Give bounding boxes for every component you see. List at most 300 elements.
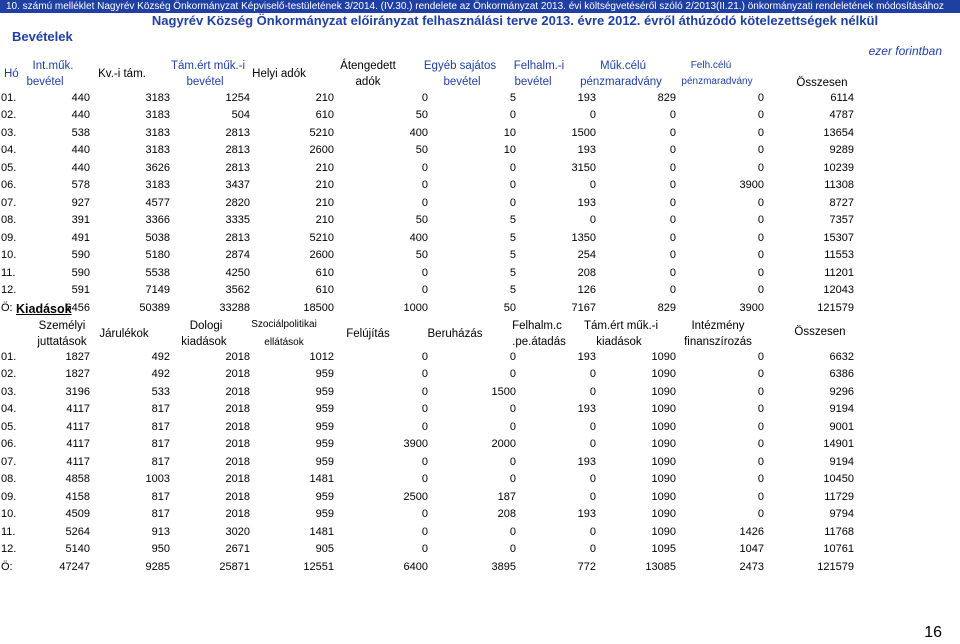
kia-value-cell: 2500	[403, 490, 428, 503]
bev-value-cell: 11553	[824, 249, 854, 262]
bev-value-cell: 210	[315, 91, 334, 104]
bev-value-cell: 50	[415, 109, 428, 122]
bev-value-cell: 5	[509, 284, 516, 297]
table-row	[0, 558, 856, 576]
kia-value-cell: 1426	[739, 525, 764, 538]
bev-month-cell: Ö:	[1, 301, 13, 314]
kia-value-cell: 0	[509, 543, 516, 556]
bev-value-cell: 0	[421, 179, 428, 192]
kia-value-cell: 1481	[309, 473, 334, 486]
kia-value-cell: 4858	[65, 473, 90, 486]
kia-value-cell: 1090	[651, 508, 676, 521]
kia-value-cell: 1047	[739, 543, 764, 556]
bev-header-int-muk: Int.műk.	[32, 60, 74, 72]
kia-value-cell: 2018	[225, 420, 250, 433]
kia-value-cell: 0	[589, 385, 596, 398]
bev-value-cell: 0	[421, 266, 428, 279]
kia-month-cell: 01.	[1, 350, 17, 363]
kia-value-cell: 3196	[65, 385, 90, 398]
bev-value-cell: 210	[315, 214, 334, 227]
kia-value-cell: 3020	[225, 525, 250, 538]
bev-value-cell: 9289	[829, 144, 854, 157]
kia-value-cell: 0	[509, 368, 516, 381]
kia-header-szoc-2: ellátások	[264, 337, 304, 348]
kia-header-felhalm: Felhalm.c	[512, 320, 562, 332]
bev-value-cell: 0	[421, 196, 428, 209]
bev-value-cell: 0	[669, 144, 676, 157]
kia-value-cell: 0	[509, 403, 516, 416]
kia-value-cell: 6632	[829, 350, 854, 363]
bev-value-cell: 5	[509, 231, 516, 244]
kia-header-jarulekok: Járulékok	[99, 328, 149, 340]
kia-value-cell: 10761	[823, 543, 854, 556]
bev-header-atengedett: Átengedett	[340, 60, 396, 72]
bev-value-cell: 491	[71, 231, 90, 244]
bev-value-cell: 5038	[145, 231, 170, 244]
bev-value-cell: 8727	[829, 196, 854, 209]
document-title: Nagyrév Község Önkormányzat előirányzat felhasználási terve 2013. évre 2012. évről áthúzódó kötelezettségek nélkül	[151, 13, 879, 28]
table-row	[0, 436, 856, 454]
bev-value-cell: 391	[71, 214, 90, 227]
bev-header-kv-tam: Kv.-i tám.	[98, 68, 146, 80]
bev-value-cell: 0	[757, 144, 764, 157]
bev-header-felhalm-2: bevétel	[514, 76, 552, 88]
bev-value-cell: 0	[669, 179, 676, 192]
bev-value-cell: 3183	[145, 144, 170, 157]
table-row	[0, 177, 856, 195]
bev-value-cell: 126	[577, 284, 596, 297]
table-row	[0, 264, 856, 282]
kia-month-cell: 06.	[1, 438, 17, 451]
bev-value-cell: 4250	[225, 266, 250, 279]
bev-month-cell: 08.	[1, 214, 17, 227]
bev-value-cell: 0	[421, 91, 428, 104]
kia-value-cell: 4158	[65, 490, 90, 503]
bev-value-cell: 208	[577, 266, 596, 279]
bev-value-cell: 3437	[225, 179, 250, 192]
kia-value-cell: 12551	[303, 560, 334, 573]
bev-value-cell: 6114	[830, 91, 854, 104]
bev-value-cell: 1350	[571, 231, 596, 244]
kia-value-cell: 0	[509, 420, 516, 433]
kia-value-cell: 0	[757, 368, 764, 381]
table-row	[0, 366, 856, 384]
table-row	[0, 383, 856, 401]
bev-value-cell: 0	[669, 126, 676, 139]
kia-value-cell: 3900	[403, 438, 428, 451]
bev-value-cell: 7149	[145, 284, 170, 297]
bev-value-cell: 440	[71, 161, 90, 174]
kia-value-cell: 1090	[651, 420, 676, 433]
kia-value-cell: 0	[757, 455, 764, 468]
bev-value-cell: 50	[415, 144, 428, 157]
kia-value-cell: 959	[315, 438, 334, 451]
kia-header-szemelyi-2: juttatások	[37, 336, 87, 348]
kia-value-cell: 4117	[66, 420, 90, 433]
bev-value-cell: 11308	[824, 179, 854, 192]
bev-value-cell: 440	[71, 109, 90, 122]
bev-header-tam-ert-2: bevétel	[186, 76, 224, 88]
kia-value-cell: 0	[589, 420, 596, 433]
kia-value-cell: 1090	[651, 385, 676, 398]
kiadasok-section-title: Kiadások	[16, 302, 72, 316]
bev-value-cell: 210	[315, 179, 334, 192]
bev-value-cell: 0	[589, 109, 596, 122]
bev-value-cell: 578	[71, 179, 90, 192]
bev-header-felhalm: Felhalm.-i	[513, 60, 565, 72]
bev-value-cell: 18500	[303, 301, 334, 314]
kia-value-cell: 0	[509, 455, 516, 468]
kia-month-cell: 08.	[1, 473, 17, 486]
unit-label: ezer forintban	[868, 44, 942, 58]
kia-value-cell: 4117	[66, 438, 90, 451]
kia-value-cell: 817	[151, 508, 170, 521]
bev-value-cell: 10	[503, 126, 516, 139]
bev-value-cell: 193	[577, 91, 596, 104]
bev-value-cell: 0	[589, 214, 596, 227]
kia-value-cell: 193	[577, 455, 596, 468]
kia-value-cell: 0	[757, 350, 764, 363]
kia-value-cell: 1090	[651, 455, 676, 468]
kia-value-cell: 0	[757, 508, 764, 521]
bev-value-cell: 1500	[571, 126, 596, 139]
bev-value-cell: 15307	[823, 231, 854, 244]
bev-value-cell: 440	[71, 91, 90, 104]
kia-value-cell: 1012	[309, 350, 334, 363]
kia-month-cell: Ö:	[1, 560, 13, 573]
kia-value-cell: 0	[589, 525, 596, 538]
bev-value-cell: 400	[409, 231, 428, 244]
bev-value-cell: 0	[589, 179, 596, 192]
table-row	[0, 401, 856, 419]
kia-value-cell: 1090	[651, 525, 676, 538]
bev-value-cell: 0	[757, 91, 764, 104]
bev-value-cell: 0	[421, 284, 428, 297]
bev-value-cell: 254	[577, 249, 596, 262]
kia-value-cell: 2671	[225, 543, 250, 556]
table-row	[0, 159, 856, 177]
bev-value-cell: 829	[657, 301, 676, 314]
bev-value-cell: 0	[669, 284, 676, 297]
kia-value-cell: 0	[421, 368, 428, 381]
kia-header-dologi: Dologi	[189, 320, 223, 332]
kia-value-cell: 0	[757, 403, 764, 416]
table-row	[0, 523, 856, 541]
kia-value-cell: 14901	[823, 438, 854, 451]
bev-value-cell: 400	[409, 126, 428, 139]
kia-value-cell: 1090	[651, 473, 676, 486]
kia-header-beruhazas: Beruházás	[427, 328, 483, 340]
bev-month-cell: 04.	[1, 144, 17, 157]
bev-header-helyi-adok: Helyi adók	[252, 68, 306, 80]
table-row	[0, 471, 856, 489]
bev-value-cell: 7167	[571, 301, 596, 314]
document-header-bar: 10. számú melléklet Nagyrév Község Önkormányzat Képviselő-testületének 3/2014. (IV.30.) rendelete az Önkormányzat 2013. évi költségvetéséről szóló 2/2013(II.21.) önkormányzati rendeletének módosításához	[0, 0, 960, 13]
kia-value-cell: 0	[589, 490, 596, 503]
kia-value-cell: 1090	[651, 403, 676, 416]
kia-value-cell: 25871	[219, 560, 250, 573]
bev-value-cell: 0	[669, 109, 676, 122]
bev-value-cell: 3626	[145, 161, 170, 174]
kia-value-cell: 47247	[59, 560, 90, 573]
bev-value-cell: 11201	[824, 266, 854, 279]
kia-value-cell: 492	[151, 368, 170, 381]
kia-value-cell: 5140	[65, 543, 90, 556]
bev-value-cell: 5	[509, 91, 516, 104]
bev-value-cell: 50	[415, 214, 428, 227]
bev-value-cell: 3900	[739, 179, 764, 192]
bev-value-cell: 0	[757, 284, 764, 297]
kia-value-cell: 0	[589, 543, 596, 556]
kia-value-cell: 905	[315, 543, 334, 556]
bev-value-cell: 5	[509, 214, 516, 227]
bev-month-cell: 01.	[1, 91, 17, 104]
bev-header-osszesen: Összesen	[796, 77, 848, 89]
kia-header-osszesen: Összesen	[794, 326, 846, 338]
bev-header-tam-ert: Tám.ért műk.-i	[170, 60, 246, 72]
kia-value-cell: 492	[151, 350, 170, 363]
kia-value-cell: 193	[577, 508, 596, 521]
bev-value-cell: 50389	[139, 301, 170, 314]
bev-value-cell: 2813	[225, 231, 250, 244]
kia-value-cell: 950	[151, 543, 170, 556]
bev-header-int-muk-2: bevétel	[26, 76, 64, 88]
bevetelek-section-title: Bevételek	[12, 29, 73, 44]
kia-header-intezmeny: Intézmény	[691, 320, 745, 332]
kia-value-cell: 0	[589, 473, 596, 486]
bev-value-cell: 193	[577, 196, 596, 209]
bev-value-cell: 0	[669, 214, 676, 227]
kia-value-cell: 0	[421, 543, 428, 556]
kia-value-cell: 0	[509, 473, 516, 486]
bev-value-cell: 1254	[225, 91, 250, 104]
kia-value-cell: 2018	[225, 473, 250, 486]
kia-value-cell: 817	[151, 455, 170, 468]
kia-value-cell: 10450	[823, 473, 854, 486]
bev-value-cell: 12043	[823, 284, 854, 297]
bev-value-cell: 3900	[739, 301, 764, 314]
kia-value-cell: 0	[421, 525, 428, 538]
kia-value-cell: 2018	[225, 455, 250, 468]
kia-month-cell: 03.	[1, 385, 17, 398]
bev-value-cell: 3150	[571, 161, 596, 174]
kia-value-cell: 208	[497, 508, 516, 521]
bev-value-cell: 10239	[823, 161, 854, 174]
bev-value-cell: 3183	[145, 109, 170, 122]
bev-month-cell: 11.	[1, 266, 16, 279]
bev-month-cell: 09.	[1, 231, 17, 244]
kia-value-cell: 959	[315, 403, 334, 416]
bev-value-cell: 50	[503, 301, 516, 314]
bev-month-cell: 06.	[1, 179, 17, 192]
kia-value-cell: 2000	[491, 438, 516, 451]
kia-value-cell: 0	[589, 438, 596, 451]
kia-value-cell: 1090	[651, 368, 676, 381]
bev-value-cell: 2820	[225, 196, 250, 209]
kia-value-cell: 11729	[824, 490, 854, 503]
kia-month-cell: 04.	[1, 403, 17, 416]
bev-month-cell: 12.	[1, 284, 17, 297]
kia-value-cell: 121579	[817, 560, 854, 573]
kia-value-cell: 0	[757, 438, 764, 451]
kia-header-intezmeny-2: finanszírozás	[684, 336, 752, 348]
bev-value-cell: 5210	[309, 126, 334, 139]
bev-month-cell: 03.	[1, 126, 17, 139]
bev-header-muk-celu: Műk.célú	[599, 60, 647, 72]
bev-value-cell: 1000	[403, 301, 428, 314]
kia-value-cell: 1095	[651, 543, 676, 556]
bev-value-cell: 610	[315, 109, 334, 122]
kia-value-cell: 4509	[65, 508, 90, 521]
table-row	[0, 418, 856, 436]
kia-value-cell: 959	[315, 385, 334, 398]
kia-value-cell: 0	[421, 403, 428, 416]
kia-value-cell: 2018	[225, 438, 250, 451]
kia-value-cell: 0	[421, 350, 428, 363]
bev-value-cell: 2813	[225, 144, 250, 157]
bev-value-cell: 0	[757, 266, 764, 279]
bev-month-cell: 10.	[1, 249, 17, 262]
bev-value-cell: 504	[231, 109, 250, 122]
kia-value-cell: 0	[509, 525, 516, 538]
kia-value-cell: 193	[577, 403, 596, 416]
bev-value-cell: 0	[509, 179, 516, 192]
bev-value-cell: 210	[315, 196, 334, 209]
bev-value-cell: 0	[757, 196, 764, 209]
bev-header-felh-celu: Felh.célú	[690, 60, 732, 71]
kia-value-cell: 0	[421, 473, 428, 486]
kia-value-cell: 817	[151, 420, 170, 433]
table-row	[0, 229, 856, 247]
kia-value-cell: 0	[421, 455, 428, 468]
kia-value-cell: 0	[757, 420, 764, 433]
table-row	[0, 194, 856, 212]
kia-value-cell: 0	[757, 385, 764, 398]
kia-value-cell: 0	[509, 350, 516, 363]
bev-value-cell: 7357	[829, 214, 854, 227]
table-row	[0, 506, 856, 524]
kia-value-cell: 2018	[225, 350, 250, 363]
table-row	[0, 107, 856, 125]
table-row	[0, 453, 856, 471]
kia-value-cell: 533	[151, 385, 170, 398]
bev-value-cell: 5180	[145, 249, 170, 262]
kia-value-cell: 959	[315, 455, 334, 468]
kia-value-cell: 2018	[225, 490, 250, 503]
kia-value-cell: 9285	[145, 560, 170, 573]
table-row	[0, 142, 856, 160]
kia-value-cell: 772	[577, 560, 596, 573]
bev-value-cell: 13654	[823, 126, 854, 139]
kia-value-cell: 817	[151, 403, 170, 416]
bev-value-cell: 3335	[225, 214, 250, 227]
kia-month-cell: 11.	[1, 525, 16, 538]
table-row	[0, 212, 856, 230]
bev-value-cell: 50	[415, 249, 428, 262]
kia-value-cell: 1090	[651, 438, 676, 451]
kia-value-cell: 3895	[491, 560, 516, 573]
bev-value-cell: 210	[315, 161, 334, 174]
kia-value-cell: 9296	[829, 385, 854, 398]
kia-value-cell: 0	[421, 420, 428, 433]
kia-header-tam-ert: Tám.ért műk.-i	[583, 320, 659, 332]
kia-value-cell: 1500	[491, 385, 516, 398]
bev-value-cell: 0	[509, 161, 516, 174]
kia-value-cell: 959	[315, 420, 334, 433]
kia-value-cell: 187	[497, 490, 516, 503]
bev-month-cell: 05.	[1, 161, 17, 174]
bev-value-cell: 0	[757, 109, 764, 122]
bev-value-cell: 0	[669, 266, 676, 279]
kia-value-cell: 0	[589, 368, 596, 381]
kia-value-cell: 913	[151, 525, 170, 538]
bev-value-cell: 0	[757, 161, 764, 174]
kia-value-cell: 13085	[645, 560, 676, 573]
bev-header-egyeb: Egyéb sajátos	[423, 60, 497, 72]
bev-value-cell: 0	[669, 249, 676, 262]
kia-header-felujitas: Felújítás	[346, 328, 390, 340]
bev-value-cell: 193	[577, 144, 596, 157]
kia-value-cell: 1827	[65, 350, 90, 363]
kia-month-cell: 07.	[1, 455, 17, 468]
bev-month-cell: 07.	[1, 196, 17, 209]
bev-value-cell: 0	[669, 161, 676, 174]
bev-value-cell: 2874	[225, 249, 250, 262]
bev-value-cell: 0	[669, 231, 676, 244]
table-row	[0, 488, 856, 506]
bev-value-cell: 5	[509, 249, 516, 262]
bev-value-cell: 121579	[817, 301, 854, 314]
bev-value-cell: 0	[757, 214, 764, 227]
bev-value-cell: 590	[71, 249, 90, 262]
bev-value-cell: 2813	[225, 161, 250, 174]
kia-value-cell: 5264	[65, 525, 90, 538]
bev-header-egyeb-2: bevétel	[443, 76, 481, 88]
bev-value-cell: 3183	[145, 91, 170, 104]
table-row	[0, 89, 856, 107]
table-row	[0, 124, 856, 142]
bev-value-cell: 0	[509, 196, 516, 209]
bev-header-ho: Hó	[4, 68, 19, 80]
kia-value-cell: 0	[757, 473, 764, 486]
kiadasok-table	[0, 348, 856, 576]
kia-value-cell: 4117	[66, 403, 90, 416]
bev-value-cell: 0	[757, 249, 764, 262]
bev-value-cell: 6456	[65, 301, 90, 314]
kia-value-cell: 2018	[225, 508, 250, 521]
kia-value-cell: 6400	[403, 560, 428, 573]
kia-month-cell: 02.	[1, 368, 17, 381]
kia-value-cell: 9194	[829, 403, 854, 416]
kia-value-cell: 1003	[145, 473, 170, 486]
table-row	[0, 348, 856, 366]
kia-value-cell: 959	[315, 508, 334, 521]
bev-header-atengedett-2: adók	[355, 76, 381, 88]
kia-value-cell: 9794	[829, 508, 854, 521]
kia-month-cell: 09.	[1, 490, 17, 503]
bev-value-cell: 5538	[145, 266, 170, 279]
bev-header-felh-celu-2: pénzmaradvány	[681, 76, 753, 87]
bev-value-cell: 2813	[225, 126, 250, 139]
bev-value-cell: 0	[421, 161, 428, 174]
bev-value-cell: 3562	[225, 284, 250, 297]
kia-value-cell: 2473	[739, 560, 764, 573]
bev-value-cell: 3183	[145, 126, 170, 139]
bev-value-cell: 538	[71, 126, 90, 139]
kia-value-cell: 0	[421, 508, 428, 521]
kia-value-cell: 2018	[225, 368, 250, 381]
kia-month-cell: 05.	[1, 420, 17, 433]
